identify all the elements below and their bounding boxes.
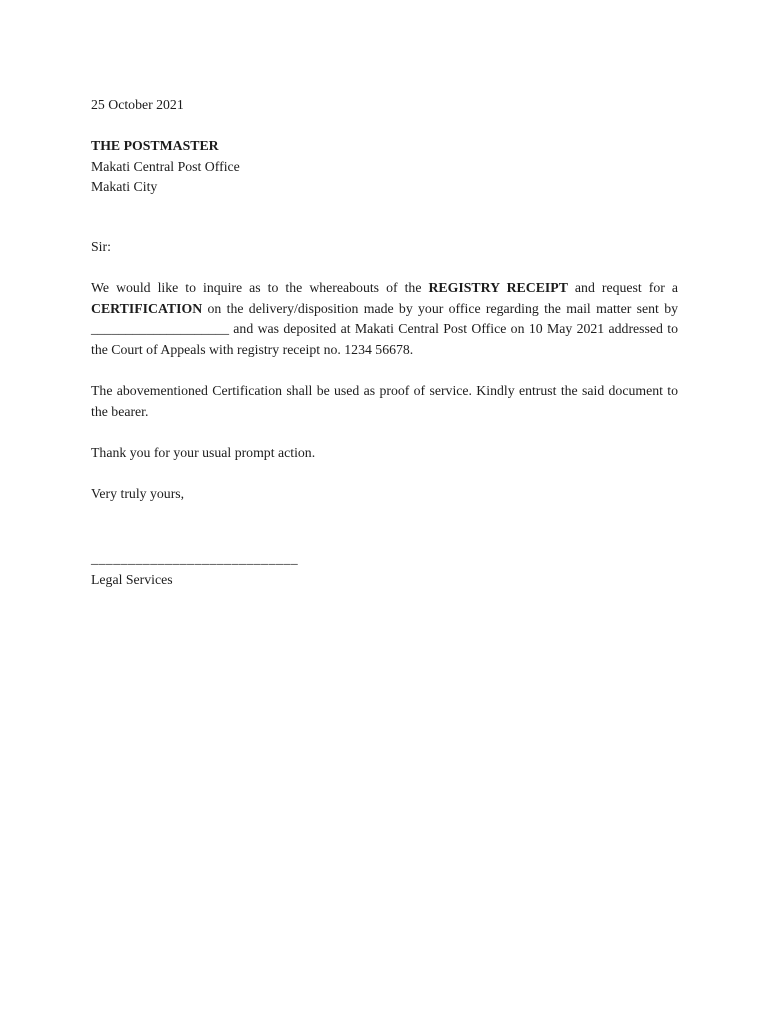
- salutation: Sir:: [91, 238, 111, 254]
- recipient-address-line2: Makati City: [91, 179, 158, 194]
- letter-body: [91, 95, 678, 590]
- body-paragraph-2: The abovementioned Certification shall be used as proof of service. Kindly entrust the said document to the bearer.: [91, 383, 678, 419]
- registry-receipt-bold-text: REGISTRY RECEIPT: [428, 280, 568, 295]
- certification-bold-text: CERTIFICATION: [91, 300, 203, 316]
- paragraph-1-text-mid: and request for a: [567, 280, 678, 295]
- recipient-address-line1: Makati Central Post Office: [91, 158, 240, 174]
- body-paragraph-3: Thank you for your usual prompt action.: [91, 444, 316, 460]
- body-paragraph-1: [91, 278, 678, 360]
- recipient-name: THE POSTMASTER: [91, 138, 219, 153]
- paragraph-1-text-start: We would like to inquire as to the whereabouts of the: [91, 280, 429, 295]
- closing-line: Very truly yours,: [91, 485, 185, 501]
- paragraph-1-text-end: on the delivery/disposition made by your office regarding the mail matter sent by ____________________ and was deposited at Makati Central Post Office on 10 May 2021 addressed to the Court of Appeals with registry receipt no. 1234 56678.: [91, 300, 678, 357]
- date-line: 25 October 2021: [91, 97, 184, 112]
- signature-title: Legal Services: [91, 571, 173, 587]
- signature-blank-line: ____________________________: [91, 551, 299, 566]
- signature-block: [91, 549, 678, 590]
